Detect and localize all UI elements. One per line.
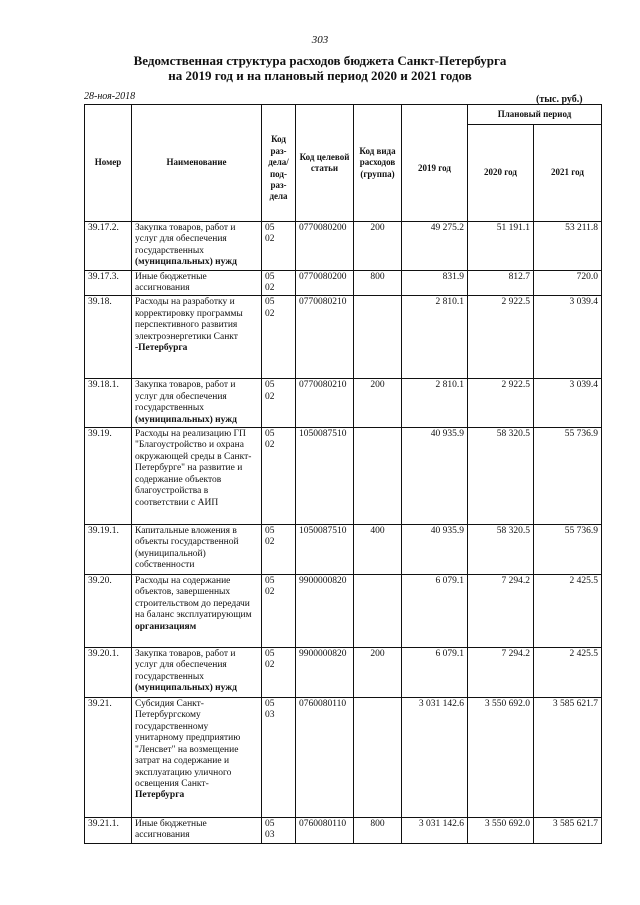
title-line-1: Ведомственная структура расходов бюджета Санкт-Петербурга xyxy=(133,53,507,68)
section-code: 05 xyxy=(265,223,275,233)
subsection-code: 02 xyxy=(265,537,275,548)
subsection-code: 03 xyxy=(265,710,275,721)
row-amount-2020: 51 191.1 xyxy=(468,222,534,271)
table-row xyxy=(85,818,602,844)
row-name-emphasis: Петербурга xyxy=(135,790,185,801)
section-code: 05 xyxy=(265,271,275,282)
row-name-text: Капитальные вложения в объекты государственной (муниципальной) собственности xyxy=(135,526,239,571)
row-section-code xyxy=(262,222,296,271)
row-amount-2020: 58 320.5 xyxy=(468,428,534,525)
row-target-code: 0770080210 xyxy=(296,379,354,428)
table-row xyxy=(85,525,602,575)
row-target-code: 1050087510 xyxy=(296,525,354,575)
budget-table xyxy=(84,104,602,844)
row-amount-2020: 3 550 692.0 xyxy=(468,698,534,818)
row-name xyxy=(132,698,262,818)
units-label: (тыс. руб.) xyxy=(536,94,583,105)
row-amount-2019: 40 935.9 xyxy=(402,525,468,575)
row-amount-2020: 7 294.2 xyxy=(468,575,534,648)
row-name-text: Закупка товаров, работ и услуг для обеспечения государственных xyxy=(135,649,236,682)
row-target-code: 9900000820 xyxy=(296,575,354,648)
row-number: 39.19.1. xyxy=(85,525,132,575)
subsection-code: 02 xyxy=(265,391,275,402)
header-2020: 2020 год xyxy=(468,125,534,222)
row-number: 39.20.1. xyxy=(85,648,132,698)
row-number: 39.21.1. xyxy=(85,818,132,844)
row-amount-2020: 2 922.5 xyxy=(468,379,534,428)
row-section-code xyxy=(262,525,296,575)
row-number: 39.18. xyxy=(85,296,132,379)
table-row xyxy=(85,296,602,379)
header-expense-type-code: Код вида расходов (группа) xyxy=(354,105,402,222)
row-section-code xyxy=(262,818,296,844)
row-expense-type xyxy=(354,296,402,379)
row-expense-type: 400 xyxy=(354,525,402,575)
row-name-emphasis: организациям xyxy=(135,621,197,632)
row-name xyxy=(132,818,262,844)
row-target-code: 9900000820 xyxy=(296,648,354,698)
row-amount-2019: 49 275.2 xyxy=(402,222,468,271)
row-name-emphasis: (муниципальных) нужд xyxy=(135,257,237,268)
row-target-code: 0770080200 xyxy=(296,270,354,296)
header-planned-period: Плановый период xyxy=(468,105,602,125)
row-name-text: Закупка товаров, работ и услуг для обеспечения государственных xyxy=(135,223,236,256)
row-target-code: 1050087510 xyxy=(296,428,354,525)
row-amount-2019: 6 079.1 xyxy=(402,648,468,698)
header-section-code: Код раз- дела/ под- раз- дела xyxy=(262,105,296,222)
page-title xyxy=(0,53,640,83)
row-name xyxy=(132,222,262,271)
row-amount-2020: 3 550 692.0 xyxy=(468,818,534,844)
row-expense-type xyxy=(354,428,402,525)
section-code: 05 xyxy=(265,380,275,391)
row-amount-2019: 3 031 142.6 xyxy=(402,698,468,818)
row-number: 39.18.1. xyxy=(85,379,132,428)
row-section-code xyxy=(262,270,296,296)
row-name xyxy=(132,648,262,698)
row-number: 39.17.3. xyxy=(85,270,132,296)
section-code: 05 xyxy=(265,819,275,830)
row-amount-2021: 2 425.5 xyxy=(534,575,602,648)
table-row xyxy=(85,222,602,271)
header-2019: 2019 год xyxy=(402,105,468,222)
row-name-emphasis: (муниципальных) нужд xyxy=(135,414,237,425)
row-expense-type: 800 xyxy=(354,818,402,844)
row-amount-2019: 6 079.1 xyxy=(402,575,468,648)
row-name-text: Расходы на содержание объектов, завершенных строительством до передачи на баланс эксплуатирующим xyxy=(135,576,252,621)
row-expense-type xyxy=(354,698,402,818)
row-expense-type: 800 xyxy=(354,270,402,296)
row-target-code: 0760080110 xyxy=(296,698,354,818)
row-amount-2019: 40 935.9 xyxy=(402,428,468,525)
row-amount-2021: 3 039.4 xyxy=(534,296,602,379)
row-amount-2021: 3 585 621.7 xyxy=(534,818,602,844)
row-number: 39.17.2. xyxy=(85,222,132,271)
row-amount-2020: 812.7 xyxy=(468,270,534,296)
row-name-text: Иные бюджетные ассигнования xyxy=(135,271,207,294)
row-section-code xyxy=(262,428,296,525)
row-name xyxy=(132,525,262,575)
document-date: 28-ноя-2018 xyxy=(84,91,136,102)
row-name-text: Расходы на разработку и корректировку программы перспективного развития электроэнергетики Санкт xyxy=(135,297,243,342)
row-amount-2021: 3 039.4 xyxy=(534,379,602,428)
row-section-code xyxy=(262,379,296,428)
row-number: 39.20. xyxy=(85,575,132,648)
table-row xyxy=(85,648,602,698)
table-row xyxy=(85,698,602,818)
row-name xyxy=(132,379,262,428)
subsection-code: 02 xyxy=(265,587,275,598)
row-target-code: 0770080210 xyxy=(296,296,354,379)
subsection-code: 02 xyxy=(265,234,275,245)
row-amount-2020: 58 320.5 xyxy=(468,525,534,575)
table-row xyxy=(85,379,602,428)
header-2021: 2021 год xyxy=(534,125,602,222)
row-name-text: Иные бюджетные ассигнования xyxy=(135,819,207,841)
row-amount-2019: 2 810.1 xyxy=(402,379,468,428)
subsection-code: 03 xyxy=(265,830,275,841)
row-amount-2020: 7 294.2 xyxy=(468,648,534,698)
row-amount-2019: 2 810.1 xyxy=(402,296,468,379)
row-name xyxy=(132,428,262,525)
row-number: 39.19. xyxy=(85,428,132,525)
title-line-2: на 2019 год и на плановый период 2020 и 2021 годов xyxy=(168,68,472,83)
row-amount-2021: 3 585 621.7 xyxy=(534,698,602,818)
row-name-emphasis: -Петербурга xyxy=(135,343,188,354)
section-code: 05 xyxy=(265,699,275,710)
row-amount-2021: 2 425.5 xyxy=(534,648,602,698)
row-amount-2020: 2 922.5 xyxy=(468,296,534,379)
subsection-code: 02 xyxy=(265,660,275,671)
section-code: 05 xyxy=(265,576,275,587)
row-target-code: 0760080110 xyxy=(296,818,354,844)
row-amount-2021: 55 736.9 xyxy=(534,525,602,575)
row-section-code xyxy=(262,296,296,379)
header-number: Номер xyxy=(85,105,132,222)
row-amount-2021: 720.0 xyxy=(534,270,602,296)
section-code: 05 xyxy=(265,297,275,308)
row-name xyxy=(132,270,262,296)
header-name: Наименование xyxy=(132,105,262,222)
row-section-code xyxy=(262,698,296,818)
row-expense-type: 200 xyxy=(354,222,402,271)
section-code: 05 xyxy=(265,649,275,660)
row-amount-2021: 55 736.9 xyxy=(534,428,602,525)
row-amount-2019: 3 031 142.6 xyxy=(402,818,468,844)
row-name-emphasis: (муниципальных) нужд xyxy=(135,683,237,694)
table-row xyxy=(85,428,602,525)
row-name-text: Расходы на реализацию ГП "Благоустройство и охрана окружающей среды в Санкт-Петербурге" на развитие и содержание объектов благоустройства в соответствии с АИП xyxy=(135,429,252,508)
row-name-text: Закупка товаров, работ и услуг для обеспечения государственных xyxy=(135,380,236,414)
table-row xyxy=(85,270,602,296)
row-name xyxy=(132,575,262,648)
subsection-code: 02 xyxy=(265,440,275,451)
row-expense-type xyxy=(354,575,402,648)
row-amount-2019: 831.9 xyxy=(402,270,468,296)
subsection-code: 02 xyxy=(265,308,275,319)
section-code: 05 xyxy=(265,429,275,440)
row-amount-2021: 53 211.8 xyxy=(534,222,602,271)
header-target-code: Код целевой статьи xyxy=(296,105,354,222)
row-section-code xyxy=(262,575,296,648)
row-number: 39.21. xyxy=(85,698,132,818)
row-name-text: Субсидия Санкт-Петербургскому государственному унитарному предприятию "Ленсвет" на возмещение затрат на содержание и эксплуатацию уличного освещения Санкт- xyxy=(135,699,241,789)
subsection-code: 02 xyxy=(265,283,275,294)
row-expense-type: 200 xyxy=(354,648,402,698)
row-target-code: 0770080200 xyxy=(296,222,354,271)
row-expense-type: 200 xyxy=(354,379,402,428)
row-name xyxy=(132,296,262,379)
section-code: 05 xyxy=(265,526,275,537)
row-section-code xyxy=(262,648,296,698)
page-number: 303 xyxy=(311,34,329,46)
table-row xyxy=(85,575,602,648)
